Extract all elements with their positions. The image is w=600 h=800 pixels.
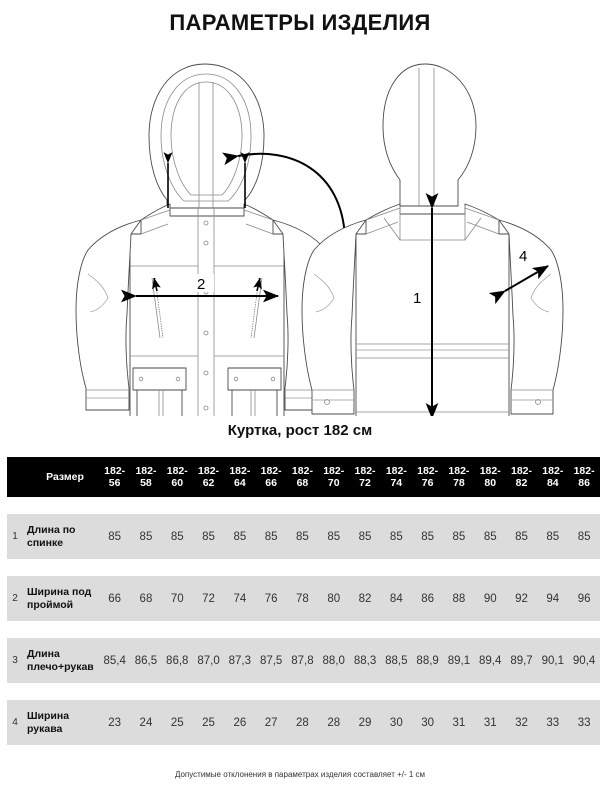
cell-value: 85 [99, 514, 130, 559]
cell-value: 29 [349, 700, 380, 745]
dimension-label-2: 2 [197, 276, 206, 293]
cell-value: 85,4 [99, 638, 130, 683]
page-title: ПАРАМЕТРЫ ИЗДЕЛИЯ [169, 10, 431, 35]
cell-value: 90,4 [568, 638, 599, 683]
cell-value: 25 [162, 700, 193, 745]
cell-value: 32 [506, 700, 537, 745]
cell-value: 86,8 [162, 638, 193, 683]
row-label: Длина по спинке [23, 514, 99, 559]
cell-value: 89,1 [443, 638, 474, 683]
cell-value: 31 [475, 700, 506, 745]
table-row [7, 638, 600, 683]
tolerance-note: Допустимые отклонения в параметрах изделия составляет +/- 1 см [174, 770, 426, 779]
cell-value: 88,3 [349, 638, 380, 683]
cell-value: 85 [475, 514, 506, 559]
cell-value: 87,0 [193, 638, 224, 683]
column-header-size-2: 182-60 [162, 457, 193, 497]
column-header-size-6: 182-68 [287, 457, 318, 497]
column-header-number [7, 457, 23, 497]
cell-value: 85 [349, 514, 380, 559]
cell-value: 85 [224, 514, 255, 559]
cell-value: 90,1 [537, 638, 568, 683]
dimension-label-1: 1 [413, 290, 422, 307]
cell-value: 88 [443, 576, 474, 621]
cell-value: 68 [130, 576, 161, 621]
cell-value: 86 [412, 576, 443, 621]
cell-value: 72 [193, 576, 224, 621]
column-header-size-5: 182-66 [255, 457, 286, 497]
cell-value: 33 [568, 700, 599, 745]
table-body [7, 497, 600, 745]
cell-value: 94 [537, 576, 568, 621]
row-number: 4 [7, 700, 23, 745]
cell-value: 33 [537, 700, 568, 745]
cell-value: 85 [130, 514, 161, 559]
cell-value: 85 [287, 514, 318, 559]
cell-value: 74 [224, 576, 255, 621]
column-header-size-13: 182-82 [506, 457, 537, 497]
row-number: 1 [7, 514, 23, 559]
cell-value: 24 [130, 700, 161, 745]
table-spacer [7, 621, 600, 638]
column-header-size-0: 182-56 [99, 457, 130, 497]
column-header-size-7: 182-70 [318, 457, 349, 497]
row-number: 2 [7, 576, 23, 621]
row-label: Длина плечо+рукав [23, 638, 99, 683]
cell-value: 88,9 [412, 638, 443, 683]
cell-value: 85 [381, 514, 412, 559]
cell-value: 80 [318, 576, 349, 621]
jacket-back-view [302, 64, 563, 416]
column-header-size-4: 182-64 [224, 457, 255, 497]
table-row [7, 576, 600, 621]
cell-value: 25 [193, 700, 224, 745]
product-subtitle: Куртка, рост 182 см [227, 422, 373, 439]
table-spacer [7, 559, 600, 576]
table-header [7, 457, 600, 497]
cell-value: 85 [537, 514, 568, 559]
cell-value: 85 [255, 514, 286, 559]
cell-value: 90 [475, 576, 506, 621]
cell-value: 66 [99, 576, 130, 621]
column-header-size-11: 182-78 [443, 457, 474, 497]
cell-value: 27 [255, 700, 286, 745]
column-header-size-1: 182-58 [130, 457, 161, 497]
cell-value: 28 [287, 700, 318, 745]
cell-value: 87,3 [224, 638, 255, 683]
row-number: 3 [7, 638, 23, 683]
table-spacer [7, 683, 600, 700]
cell-value: 31 [443, 700, 474, 745]
cell-value: 96 [568, 576, 599, 621]
column-header-size: Размер [23, 457, 99, 497]
cell-value: 89,4 [475, 638, 506, 683]
column-header-size-9: 182-74 [381, 457, 412, 497]
table-header-row [7, 457, 600, 497]
column-header-size-14: 182-84 [537, 457, 568, 497]
cell-value: 30 [412, 700, 443, 745]
cell-value: 78 [287, 576, 318, 621]
cell-value: 85 [568, 514, 599, 559]
cell-value: 89,7 [506, 638, 537, 683]
cell-value: 30 [381, 700, 412, 745]
cell-value: 85 [443, 514, 474, 559]
cell-value: 23 [99, 700, 130, 745]
dimension-label-4: 4 [519, 248, 528, 265]
table-row [7, 514, 600, 559]
cell-value: 85 [506, 514, 537, 559]
row-label: Ширина рукава [23, 700, 99, 745]
column-header-size-8: 182-72 [349, 457, 380, 497]
cell-value: 88,0 [318, 638, 349, 683]
cell-value: 70 [162, 576, 193, 621]
cell-value: 88,5 [381, 638, 412, 683]
cell-value: 76 [255, 576, 286, 621]
size-chart-table [7, 457, 600, 745]
column-header-size-3: 182-62 [193, 457, 224, 497]
column-header-size-10: 182-76 [412, 457, 443, 497]
cell-value: 85 [193, 514, 224, 559]
cell-value: 26 [224, 700, 255, 745]
cell-value: 87,5 [255, 638, 286, 683]
cell-value: 86,5 [130, 638, 161, 683]
column-header-size-15: 182-86 [568, 457, 599, 497]
cell-value: 87,8 [287, 638, 318, 683]
cell-value: 82 [349, 576, 380, 621]
cell-value: 85 [162, 514, 193, 559]
cell-value: 85 [412, 514, 443, 559]
cell-value: 28 [318, 700, 349, 745]
jacket-technical-drawing [0, 38, 600, 416]
column-header-size-12: 182-80 [475, 457, 506, 497]
cell-value: 84 [381, 576, 412, 621]
cell-value: 92 [506, 576, 537, 621]
cell-value: 85 [318, 514, 349, 559]
table-row [7, 700, 600, 745]
table-spacer [7, 497, 600, 514]
row-label: Ширина под проймой [23, 576, 99, 621]
